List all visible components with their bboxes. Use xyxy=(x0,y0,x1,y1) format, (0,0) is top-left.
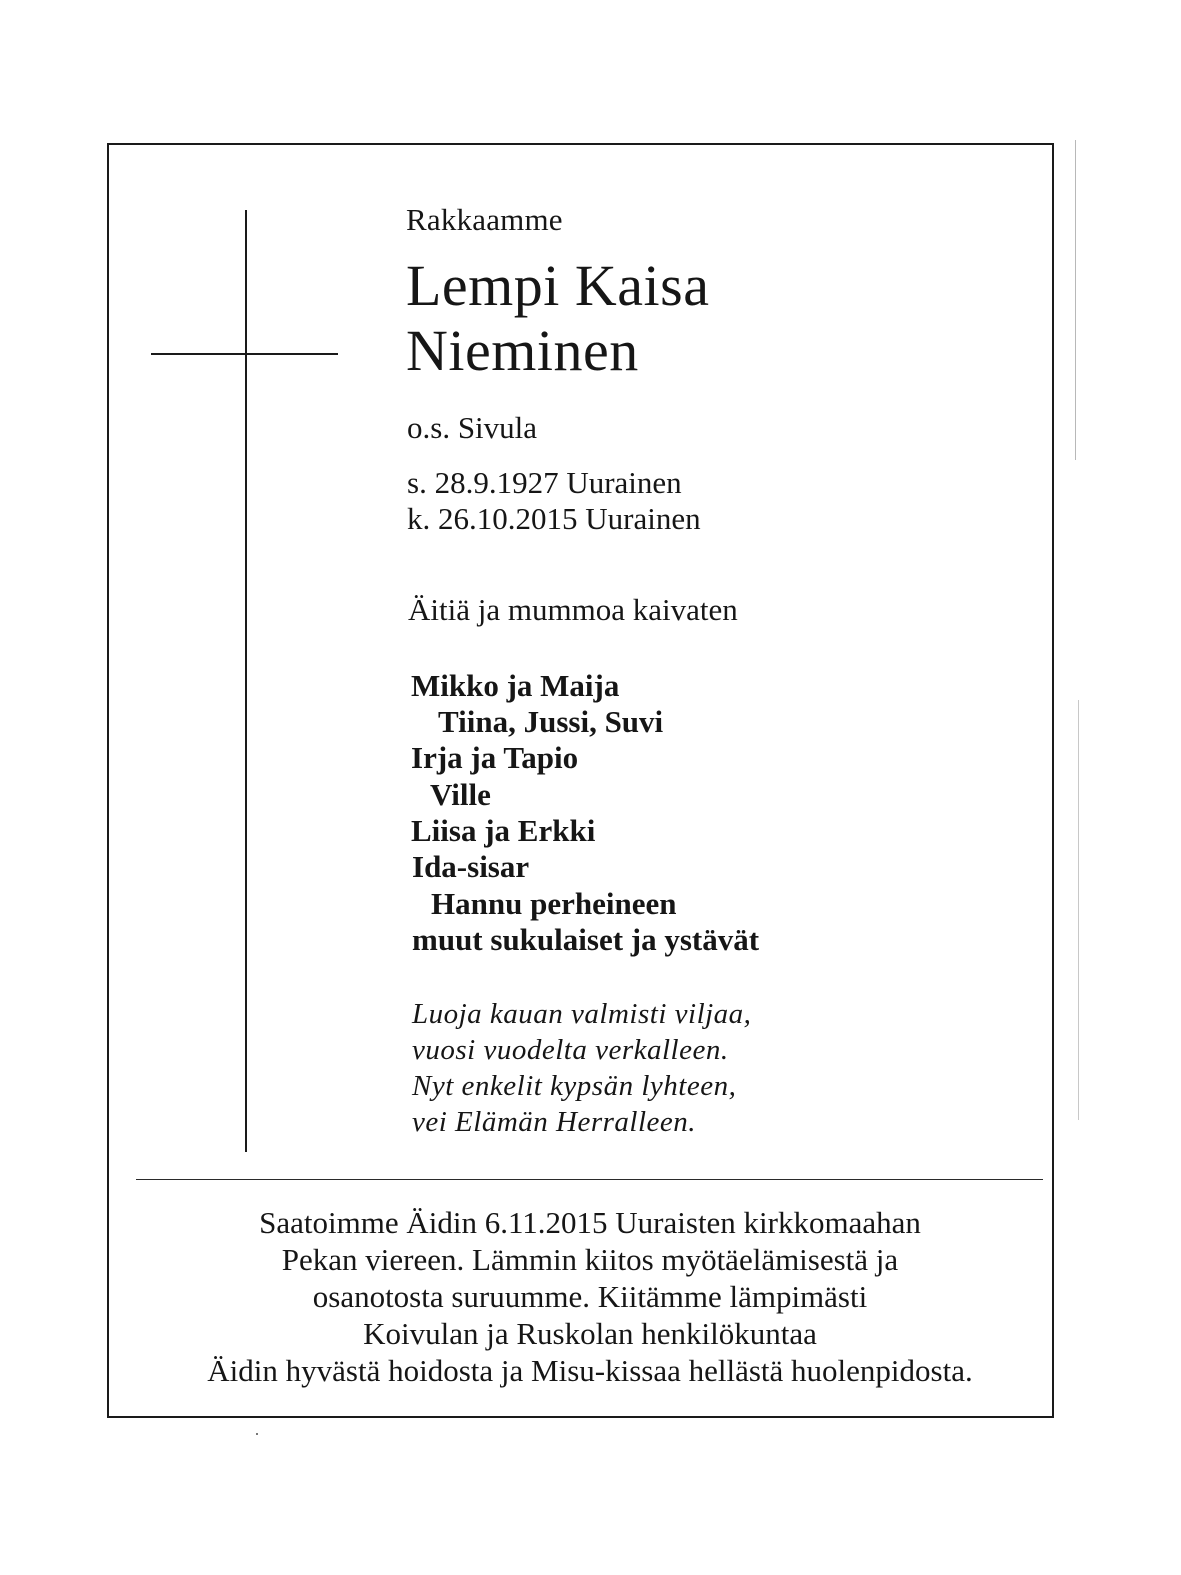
intro-text: Rakkaamme xyxy=(406,202,563,237)
poem-line: Nyt enkelit kypsän lyhteen, xyxy=(412,1070,737,1102)
mourner-line: Liisa ja Erkki xyxy=(411,813,596,848)
poem-line: Luoja kauan valmisti viljaa, xyxy=(412,998,752,1030)
mourner-line: Mikko ja Maija xyxy=(411,668,620,703)
thanks-line: Saatoimme Äidin 6.11.2015 Uuraisten kirkkomaahan xyxy=(259,1205,921,1240)
deceased-surname: Nieminen xyxy=(406,318,639,383)
thanks-paragraph xyxy=(115,1204,1065,1389)
thanks-line: Äidin hyvästä hoidosta ja Misu-kissaa hellästä huolenpidosta. xyxy=(207,1353,973,1388)
deceased-first-names: Lempi Kaisa xyxy=(406,253,710,318)
maiden-name: o.s. Sivula xyxy=(407,410,538,445)
cross-icon-horizontal xyxy=(151,353,338,355)
thanks-line: Koivulan ja Ruskolan henkilökuntaa xyxy=(363,1316,817,1351)
mourner-line: Ville xyxy=(430,777,491,812)
mourner-line: Ida-sisar xyxy=(412,849,530,884)
section-divider xyxy=(136,1179,1043,1180)
thanks-line: osanotosta suruumme. Kiitämme lämpimästi xyxy=(312,1279,868,1314)
thanks-line: Pekan viereen. Lämmin kiitos myötäelämisestä ja xyxy=(281,1242,899,1277)
birth-date: s. 28.9.1927 Uurainen xyxy=(407,465,682,500)
mourner-line: muut sukulaiset ja ystävät xyxy=(412,922,760,957)
scan-edge-line xyxy=(1078,700,1079,1120)
poem-line: vuosi vuodelta verkalleen. xyxy=(412,1034,729,1066)
mourner-line: Tiina, Jussi, Suvi xyxy=(438,704,664,739)
death-date: k. 26.10.2015 Uurainen xyxy=(407,501,701,536)
mourning-intro: Äitiä ja mummoa kaivaten xyxy=(408,592,738,627)
scan-edge-line xyxy=(1075,140,1076,460)
scan-speck xyxy=(256,1433,258,1435)
mourner-line: Irja ja Tapio xyxy=(411,740,579,775)
cross-icon-vertical xyxy=(245,210,247,1152)
poem-line: vei Elämän Herralleen. xyxy=(412,1106,697,1138)
mourner-line: Hannu perheineen xyxy=(431,886,677,921)
